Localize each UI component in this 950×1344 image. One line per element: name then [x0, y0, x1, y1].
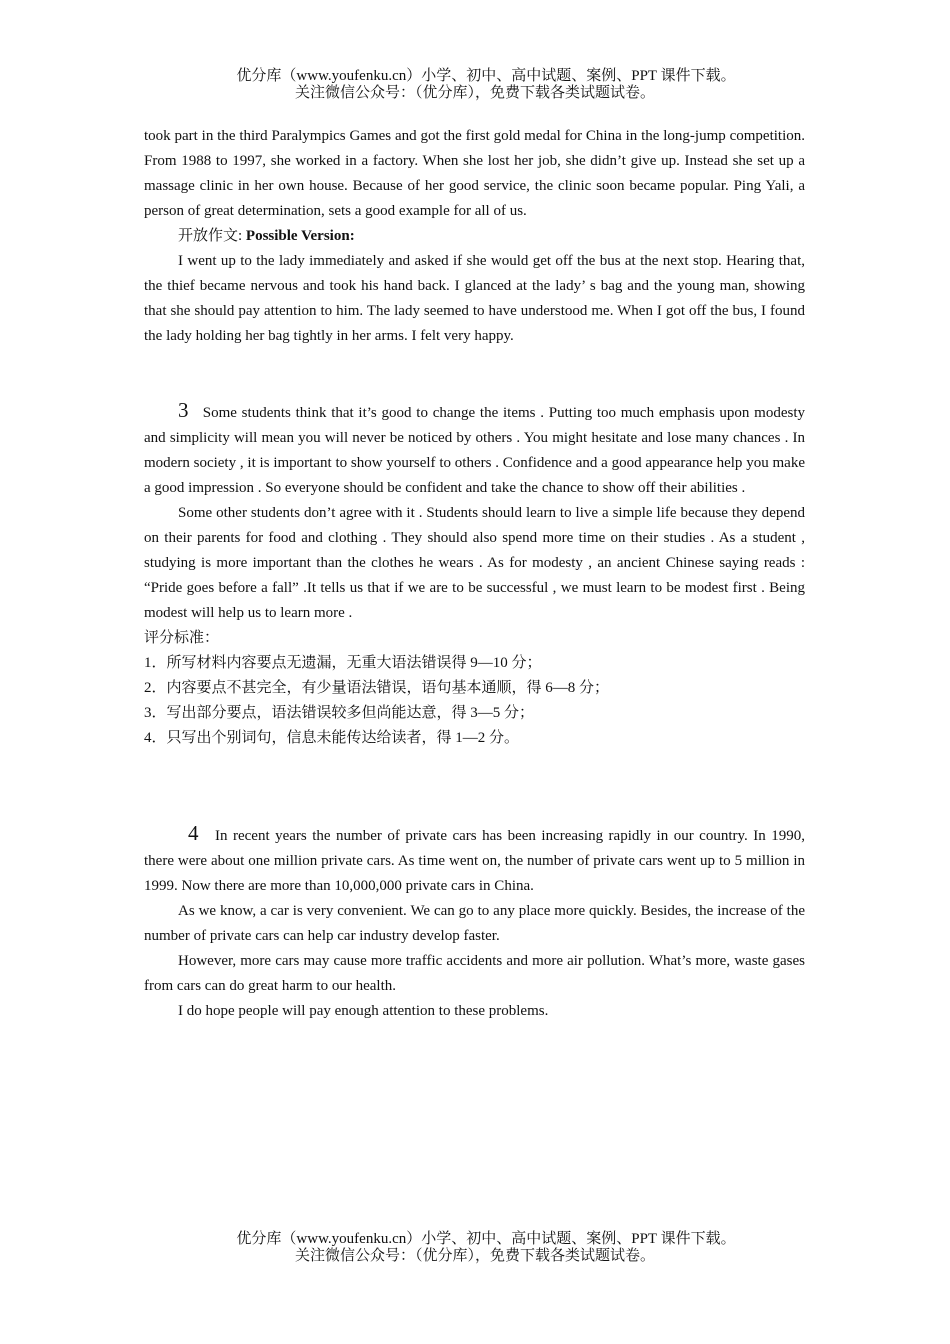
open-essay-text: I went up to the lady immediately and asked if she would get off the bus at the next stop. Hearing that, the thief became nervous and took his hand back. I glanced at the lady’ s bag and the young man, showing that she should pay attention to him. The lady seemed to have understood me. When I got off the bus, I found the lady holding her bag tightly in her arms. I felt very happy. [144, 253, 805, 344]
criteria-item-1: 1．所写材料内容要点无遗漏，无重大语法错误得 9—10 分； [144, 655, 542, 671]
open-essay-label: 开放作文: [178, 228, 246, 244]
section-4-paragraph-1 [144, 821, 805, 899]
open-essay-title: Possible Version: [245, 228, 355, 244]
criteria-item-4: 4．只写出个别词句，信息未能传达给读者，得 1—2 分。 [144, 730, 520, 746]
section-4 [144, 821, 805, 1024]
section-4-p1-text: In recent years the number of private cars has been increasing rapidly in our country. In 1990, there were about one million private cars. As time went on, the number of private cars went up to 5 million in 1999. Now there are more than 10,000,000 private cars in China. [144, 828, 806, 894]
section-3-paragraph-1 [144, 398, 805, 501]
criteria-title: 评分标准： [144, 630, 220, 646]
part2-block [144, 124, 805, 349]
open-essay-heading [144, 224, 805, 249]
section-4-number: 4 [188, 821, 199, 845]
section-3 [144, 398, 805, 751]
criteria-item-3: 3．写出部分要点，语法错误较多但尚能达意，得 3—5 分； [144, 705, 535, 721]
page-header [0, 68, 950, 102]
criteria-item-2: 2．内容要点不甚完全，有少量语法错误，语句基本通顺，得 6—8 分； [144, 680, 610, 696]
section-3-number: 3 [178, 398, 189, 422]
page-footer [0, 1231, 950, 1265]
section-4-paragraph-4: I do hope people will pay enough attention to these problems. [178, 1003, 549, 1019]
section-3-paragraph-2: Some other students don’t agree with it . Students should learn to live a simple life because they depend on their parents for food and clothing . They should also spend more time on their studies . As a student , studying is more important than the clothes he wears . As for modesty , an ancient Chinese saying reads : “Pride goes before a fall” .It tells us that if we are to be successful , we must learn to be modest first . Being modest will help us to learn more . [144, 505, 805, 621]
footer-line-1: 优分库（www.youfenku.cn）小学、初中、高中试题、案例、PPT 课件下载。 [236, 1231, 736, 1247]
header-line-2: 关注微信公众号：（优分库），免费下载各类试题试卷。 [294, 85, 655, 101]
section-4-paragraph-3: However, more cars may cause more traffic accidents and more air pollution. What’s more, waste gases from cars can do great harm to our health. [144, 953, 805, 994]
section-4-paragraph-2: As we know, a car is very convenient. We can go to any place more quickly. Besides, the increase of the number of private cars can help car industry develop faster. [144, 903, 805, 944]
section-3-p1-text: Some students think that it’s good to change the items . Putting too much emphasis upon modesty and simplicity will mean you will never be noticed by others . You might hesitate and lose many chances . In modern society , it is important to show yourself to others . Confidence and a good appearance help you make a good impression . So everyone should be confident and take the chance to show off their abilities . [144, 405, 806, 496]
footer-line-2: 关注微信公众号：（优分库），免费下载各类试题试卷。 [294, 1248, 655, 1264]
header-line-1: 优分库（www.youfenku.cn）小学、初中、高中试题、案例、PPT 课件下载。 [236, 68, 736, 84]
paragraph-continuation: took part in the third Paralympics Games and got the first gold medal for China in the long-jump competition. From 1988 to 1997, she worked in a factory. When she lost her job, she didn’t give up. Instead she set up a massage clinic in her own house. Because of her good service, the clinic soon became popular. Ping Yali, a person of great determination, sets a good example for all of us. [144, 128, 805, 219]
